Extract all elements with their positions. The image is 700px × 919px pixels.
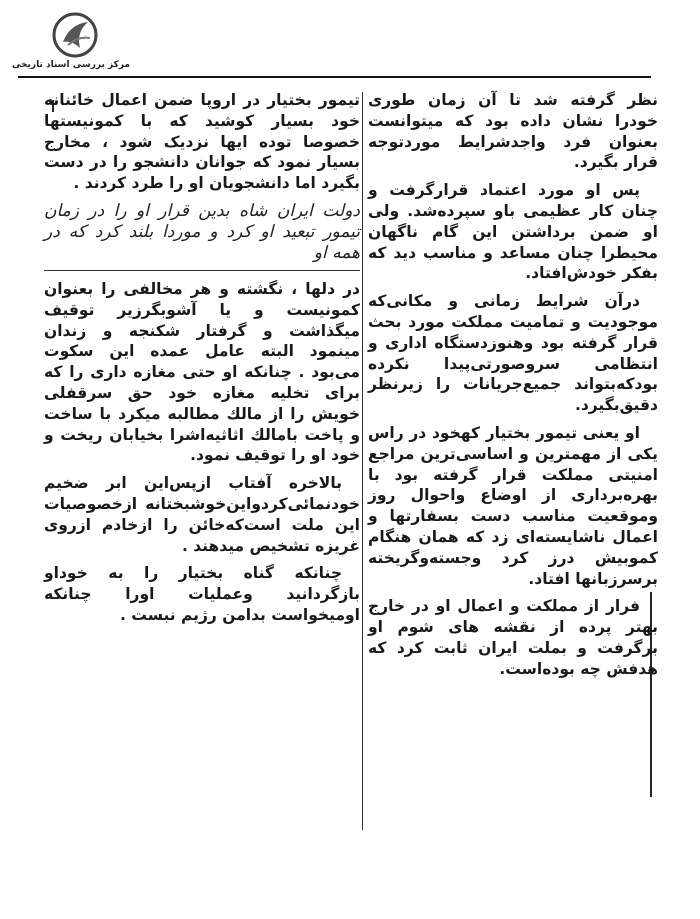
paragraph: فرار از مملکت و اعمال او در خارج بهتر پرده از نقشه های شوم او برگرفت و بملت ایران ثابت کرد که هدفش چه بوده‌است. — [368, 597, 658, 678]
column-divider — [362, 92, 363, 830]
logo-text: مرکز بررسی اسناد تاریخی — [11, 60, 130, 70]
paragraph: نظر گرفته شد تا آن زمان طوری خودرا نشان داده بود که میتوانست بعنوان فرد واجدشرایط موردتوجه قرار بگیرد. — [368, 91, 658, 172]
paragraph: پس او مورد اعتماد قرارگرفت و چنان کار عظیمی باو سپرده‌شد. ولی او ضمن برداشتن این گام ناگهان محیطرا چنان مساعد و مناسب دید که بفکر خودش‌افتاد. — [368, 181, 658, 283]
archive-logo — [11, 12, 130, 72]
paragraph: درآن شرایط زمانی و مکانی‌که موجودیت و تمامیت مملکت مورد بحث قرار گرفته بود وهنوزدستگاه اداری و انتظامی سروصورتی‌پیدا نکرده بودکه‌بتواند جمیع‌جریانات را زیرنظر دقیق‌بگیرد. — [368, 292, 658, 415]
paragraph: او یعنی تیمور بختیار کهخود در راس یکی از مهمترین و اساسی‌ترین مراجع امنیتی مملکت قرار گرفته بود با بهره‌برداری از اوضاع واحوال روز وموقعیت مناسب دست بسفارتها و اعمال ناشایسته‌ای زد که همان هنگام کموبیش درز کرد وجسته‌وگریخته برسرزبانها افتاد. — [368, 423, 658, 588]
paragraph: تیمور بختیار در اروپا ضمن اعمال خائنانه خود بسیار کوشید که با کمونیستها خصوصا توده ایها نزدیک شود ، مخارج بسیار نمود که جوانان دانشجو را در دست بگیرد اما دانشجویان او را طرد کردند . — [44, 91, 360, 193]
header-rule — [18, 76, 651, 78]
left-column — [44, 90, 360, 633]
handwritten-note: دولت ایران شاه بدین قرار او را در زمان تیمور تبعید او کرد و موردا بلند کرد که در همه او — [44, 201, 360, 271]
archive-logo-icon — [50, 12, 100, 58]
paragraph: بالاخره آفتاب ازپس‌این ابر ضخیم خودنمائی‌کردواین‌خوشبختانه ازخصوصیات این ملت است‌که‌خائن را ازخادم ازروی غریزه تشخیص میدهند . — [44, 474, 360, 555]
paragraph: در دلها ، نگشته و هر مخالفی را بعنوان کمونیست و یا آشوبگرزیر توقیف میگذاشت و گرفتار شکنجه و زندان مینمود البته عامل عمده این سکوت می‌بود . چنانکه او حتی مغازه داری را که برای تخلیه مغازه خود حق سرقفلی خویش را از مالك مطالبه میکرد با ساخت و پاخت بامالك اثاثیه‌اشرا بخیابان ریخت و خود او را توقیف نمود. — [44, 279, 360, 465]
paragraph: چنانکه گناه بختیار را به خوداو بازگردانید وعملیات اورا چنانکه اومیخواست بدامن رژیم نبست . — [44, 564, 360, 624]
right-column — [368, 90, 658, 687]
